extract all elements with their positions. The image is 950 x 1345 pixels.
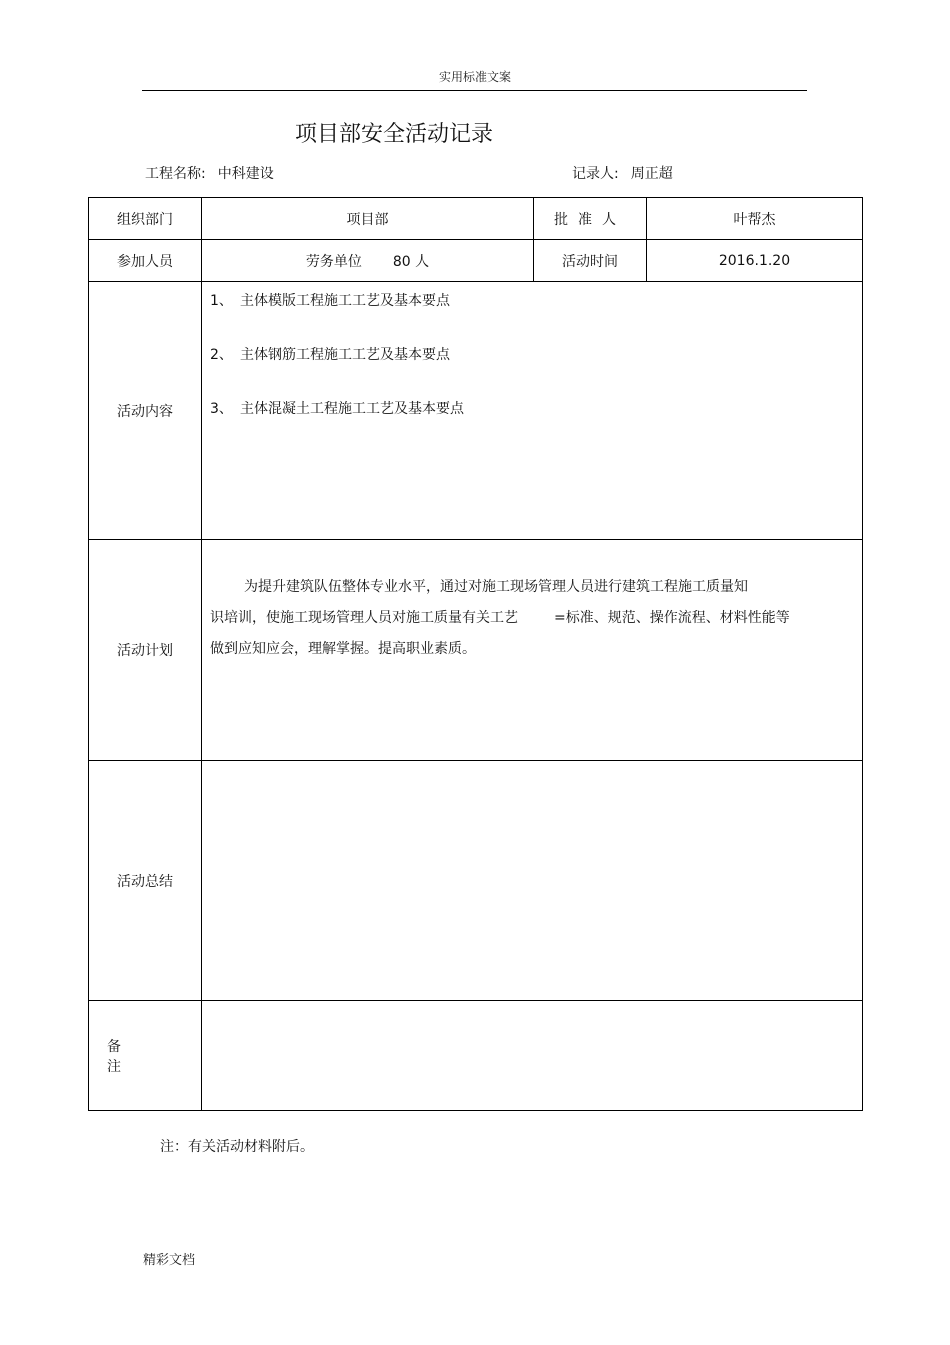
list-item-number: 3、 xyxy=(210,401,233,417)
plan-line-text: 做到应知应会，理解掌握。提高职业素质。 xyxy=(210,641,476,657)
content-list xyxy=(202,282,862,452)
project-name-value: 中科建设 xyxy=(217,166,274,182)
plan-line-text: 为提升建筑队伍整体专业水平，通过对施工现场管理人员进行建筑工程施工质量知 xyxy=(244,579,748,595)
list-item xyxy=(210,398,862,452)
org-dept-label: 组织部门 xyxy=(89,198,202,240)
table-row xyxy=(89,1001,863,1111)
header-rule xyxy=(142,90,807,91)
activity-time-value: 2016.1.20 xyxy=(647,240,863,282)
activity-plan-text xyxy=(202,540,862,665)
participants-value xyxy=(202,240,534,282)
table-row xyxy=(89,282,863,540)
table-row xyxy=(89,240,863,282)
plan-line-text: =标准、规范、操作流程、材料性能等 xyxy=(554,610,790,626)
recorder-label: 记录人: xyxy=(572,166,619,182)
remarks-label: 备注 xyxy=(89,1001,202,1111)
activity-content-cell xyxy=(202,282,863,540)
list-item-number: 2、 xyxy=(210,347,233,363)
list-item-text: 主体混凝土工程施工工艺及基本要点 xyxy=(240,401,464,417)
activity-plan-cell xyxy=(202,540,863,761)
plan-line xyxy=(210,572,834,603)
project-name-label: 工程名称: xyxy=(145,166,206,182)
recorder-value: 周正超 xyxy=(630,166,673,182)
list-item xyxy=(210,290,862,344)
page-header: 实用标准文案 xyxy=(438,70,511,84)
activity-time-label: 活动时间 xyxy=(534,240,647,282)
table-row xyxy=(89,761,863,1001)
list-item xyxy=(210,344,862,398)
participants-unit: 劳务单位 xyxy=(305,253,362,270)
list-item-number: 1、 xyxy=(210,293,233,309)
recorder xyxy=(572,163,673,183)
list-item-text: 主体钢筋工程施工工艺及基本要点 xyxy=(240,347,450,363)
approver-label: 批准人 xyxy=(534,198,647,240)
activity-plan-label: 活动计划 xyxy=(89,540,202,761)
plan-line-text: 识培训，使施工现场管理人员对施工质量有关工艺 xyxy=(210,610,518,626)
plan-line xyxy=(210,603,834,634)
document-title: 项目部安全活动记录 xyxy=(295,122,494,147)
project-name xyxy=(145,163,274,183)
table-row xyxy=(89,198,863,240)
participants-label: 参加人员 xyxy=(89,240,202,282)
remarks-cell xyxy=(202,1001,863,1111)
approver-value: 叶帮杰 xyxy=(647,198,863,240)
org-dept-value: 项目部 xyxy=(202,198,534,240)
plan-line xyxy=(210,634,834,665)
participants-count: 80 人 xyxy=(392,253,430,270)
activity-summary-cell xyxy=(202,761,863,1001)
table-row xyxy=(89,540,863,761)
activity-record-table xyxy=(88,197,863,1111)
page-footer: 精彩文档 xyxy=(143,1253,196,1268)
activity-content-label: 活动内容 xyxy=(89,282,202,540)
list-item-text: 主体模版工程施工工艺及基本要点 xyxy=(240,293,450,309)
footnote: 注：有关活动材料附后。 xyxy=(160,1139,314,1155)
activity-summary-label: 活动总结 xyxy=(89,761,202,1001)
